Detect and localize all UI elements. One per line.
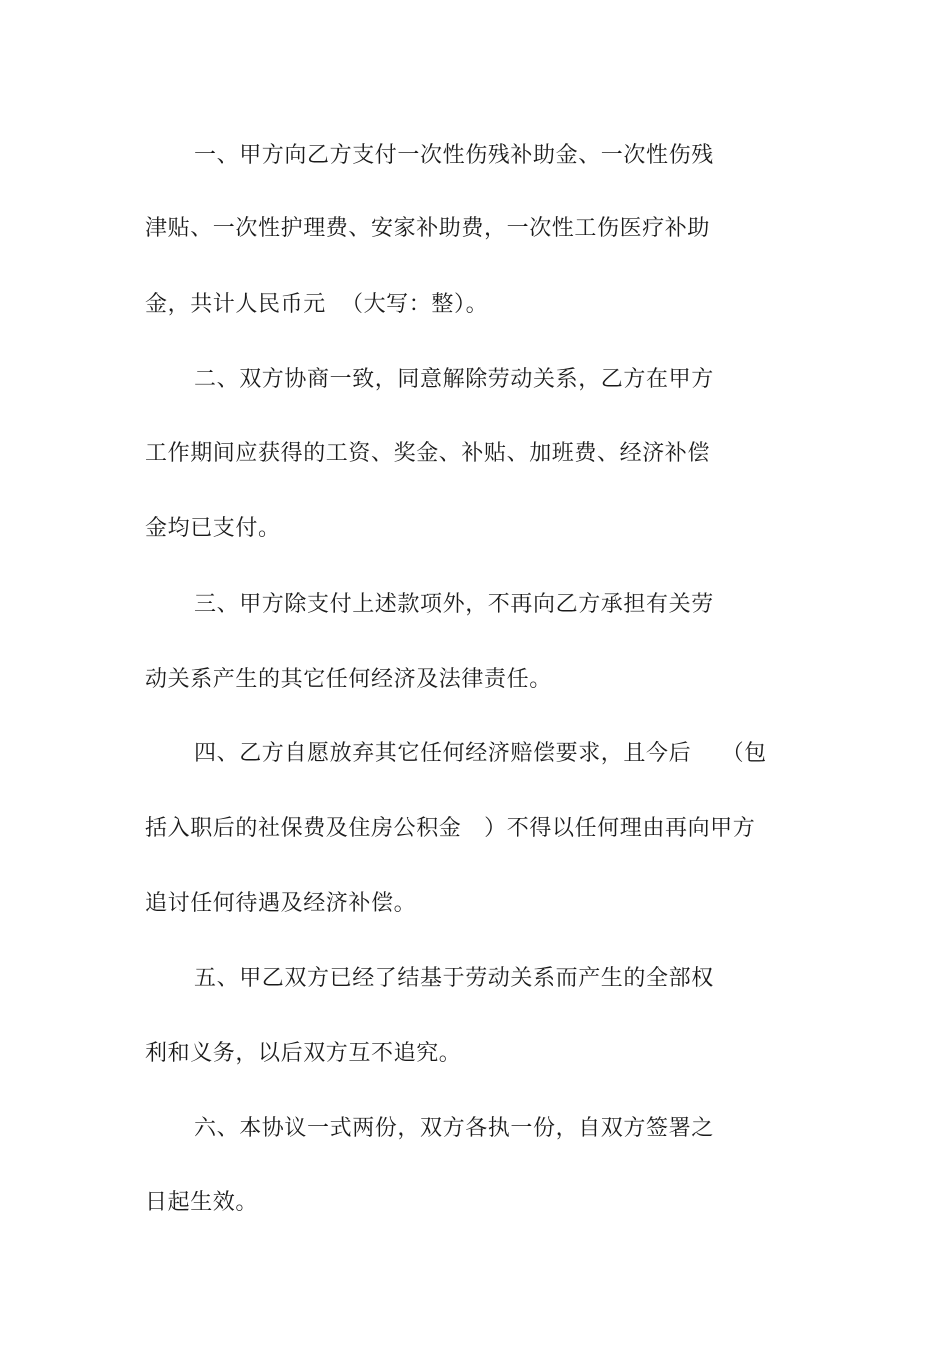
clause-6-line-2: 日起生效。 bbox=[145, 1190, 259, 1215]
clause-4-line-3: 追讨任何待遇及经济补偿。 bbox=[145, 891, 417, 916]
clause-5-line-1: 五、甲乙双方已经了结基于劳动关系而产生的全部权 bbox=[194, 966, 714, 991]
clause-4-line-2: 括入职后的社保费及住房公积金 ）不得以任何理由再向甲方 bbox=[145, 816, 756, 841]
clause-3-line-2: 动关系产生的其它任何经济及法律责任。 bbox=[145, 667, 552, 692]
clause-2-line-1: 二、双方协商一致，同意解除劳动关系，乙方在甲方 bbox=[194, 367, 714, 392]
clause-2-line-2: 工作期间应获得的工资、奖金、补贴、加班费、经济补偿 bbox=[145, 441, 711, 466]
clause-5-line-2: 利和义务，以后双方互不追究。 bbox=[145, 1041, 462, 1066]
clause-6-line-1: 六、本协议一式两份，双方各执一份，自双方签署之 bbox=[194, 1116, 714, 1141]
clause-1-line-3: 金，共计人民币元 （大写：整）。 bbox=[145, 292, 489, 317]
clause-4-line-1: 四、乙方自愿放弃其它任何经济赔偿要求，且今后 （包 bbox=[194, 741, 767, 766]
clause-1-line-1: 一、甲方向乙方支付一次性伤残补助金、一次性伤残 bbox=[194, 143, 714, 168]
clause-1-line-2: 津贴、一次性护理费、安家补助费，一次性工伤医疗补助 bbox=[145, 216, 711, 241]
clause-2-line-3: 金均已支付。 bbox=[145, 516, 281, 541]
clause-3-line-1: 三、甲方除支付上述款项外，不再向乙方承担有关劳 bbox=[194, 592, 714, 617]
